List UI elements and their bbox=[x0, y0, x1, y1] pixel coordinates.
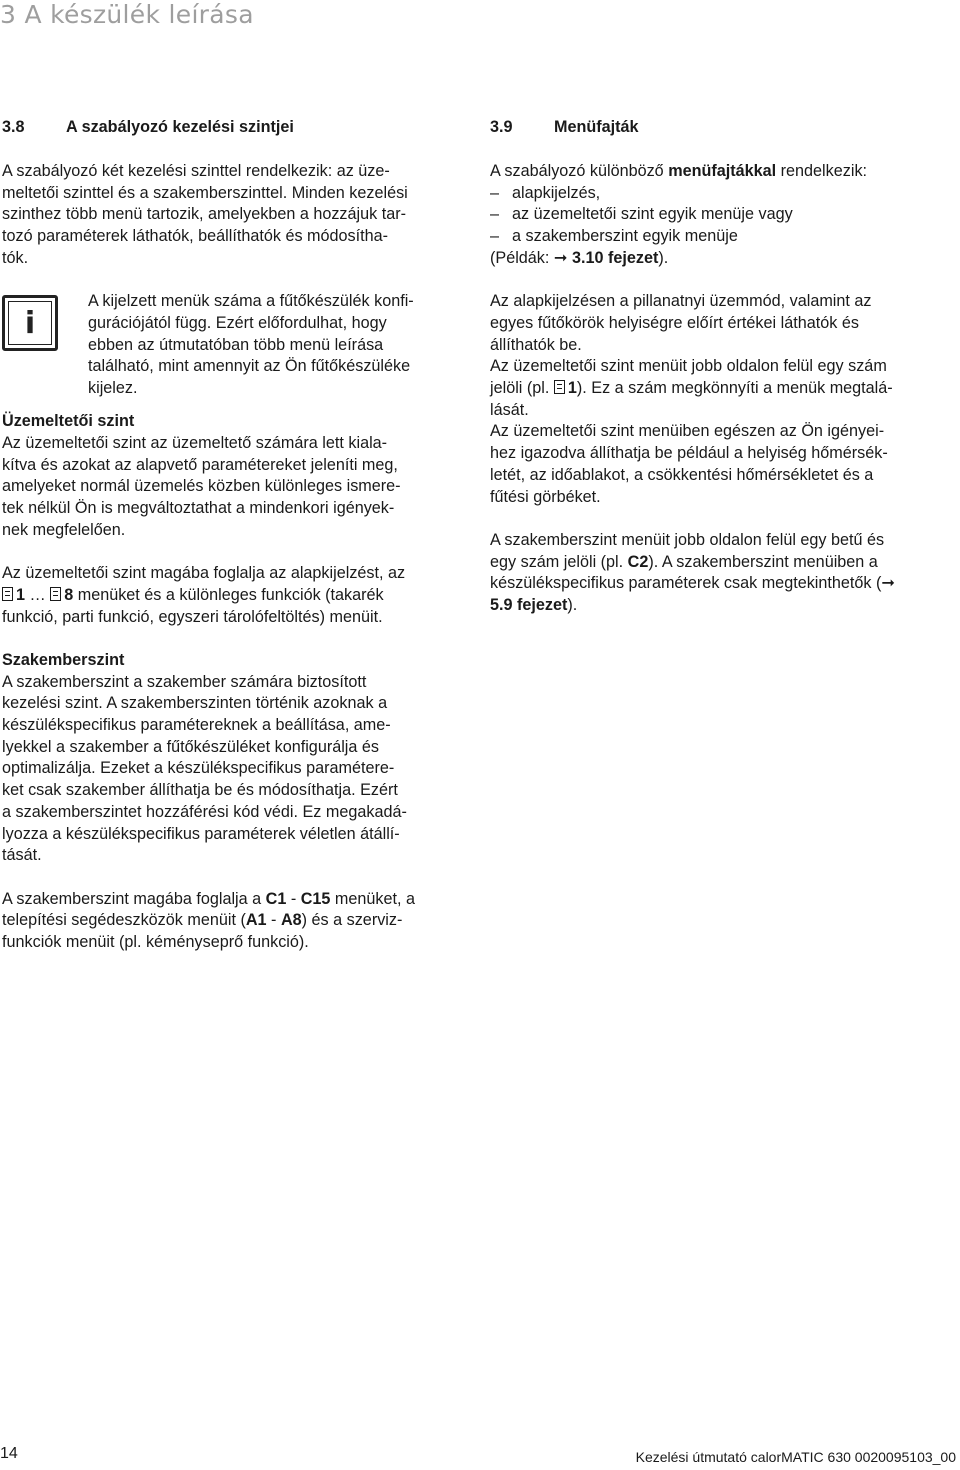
menu-icon bbox=[554, 380, 565, 394]
info-note bbox=[2, 291, 472, 401]
menu-icon bbox=[2, 587, 13, 601]
operator-menus-paragraph: Az üzemeltetői szint menüit jobb oldalon felül egy szám jelöli (pl. 1). Ez a szám megkönnyíti a menük megtalá- lását. bbox=[490, 357, 893, 419]
basic-display-paragraph: Az alapkijelzésen a pillanatnyi üzemmód, valamint az egyes fűtőkörök helyiségre előírt értékei láthatók és állíthatók be. bbox=[490, 292, 872, 354]
section-heading-3-8 bbox=[2, 117, 472, 161]
section-title: A szabályozó kezelési szintjei bbox=[66, 118, 294, 136]
list-item: – az üzemeltetői szint egyik menüje vagy bbox=[490, 204, 960, 226]
expert-level-section: Szakemberszint A szakemberszint a szakember számára biztosított kezelési szint. A szakemberszinten történik azoknak a készülékspecifikus paramétereknek a beállítása, ame- lyekkel a szakember a fűtőkészüléket konfigurálja és optimalizálja. Ezeket a készülékspecifikus paramétere- ket csak szakember állíthatja be és módosíthatja. Ezért a szakemberszintet hozzáférési kód védi. Ez megakadá- lyozza a készülékspecifikus paraméterek véletlen átállí- tását. bbox=[2, 650, 407, 865]
operator-level-title: Üzemeltetői szint bbox=[2, 412, 135, 431]
operator-level-section: Üzemeltetői szint Az üzemeltetői szint az üzemeltető számára lett kiala- kítva és azokat az alapvető paramétereket jeleníti meg, amelyeket normál üzemelés közben különleges ismere- tek nélkül Ön is megváltoztathat a mindenkori igények- nek megfelelően. bbox=[2, 412, 401, 539]
menu-types-intro: A szabályozó különböző menüfajtákkal rendelkezik: bbox=[490, 162, 868, 180]
info-icon: i bbox=[2, 295, 58, 351]
menu-icon bbox=[50, 587, 61, 601]
expert-menus-paragraph: A szakemberszint menüit jobb oldalon felül egy betű és egy szám jelöli (pl. C2). A szakemberszint menüiben a készülékspecifikus paraméterek csak megtekinthetők (➞ 5.9 fejezet). bbox=[490, 530, 895, 615]
left-column bbox=[2, 117, 472, 954]
menu-types-list bbox=[490, 183, 960, 248]
document-reference: Kezelési útmutató calorMATIC 630 0020095103_00 bbox=[635, 1449, 956, 1465]
chapter-reference-link[interactable]: 5.9 fejezet bbox=[490, 596, 568, 615]
right-column bbox=[490, 117, 960, 617]
chapter-reference-link[interactable]: 3.10 fejezet bbox=[571, 248, 659, 267]
operator-scope-paragraph: Az üzemeltetői szint magába foglalja az alapkijelzést, az 1 … 8 menüket és a különleges funkciók (takarék funkció, parti funkció, egyszeri tárolófeltöltés) menüit. bbox=[2, 564, 406, 626]
expert-scope-paragraph: A szakemberszint magába foglalja a C1 - C15 menüket, a telepítési segédeszközök menüit (A1 - A8) és a szerviz- funkciók menüit (pl. kéményseprő funkció). bbox=[2, 889, 416, 952]
info-note-text: A kijelzett menük száma a fűtőkészülék konfi- gurációjától függ. Ezért előfordulhat, hogy ebben az útmutatóban több menü leírása található, mint amennyit az Ön fűtőkészüléke kijelez. bbox=[88, 292, 414, 398]
arrow-right-icon: ➞ bbox=[881, 574, 895, 593]
section-number: 3.9 bbox=[490, 118, 513, 136]
arrow-right-icon: ➞ bbox=[553, 248, 568, 267]
operator-settings-paragraph: Az üzemeltetői szint menüiben egészen az Ön igényei- hez igazodva állíthatja be például a helyiség hőmérsék- letét, az időablakot, a csökkentési hőmérsékletet és a fűtési görbéket. bbox=[490, 422, 888, 506]
chapter-title: 3 A készülék leírása bbox=[0, 0, 254, 29]
list-item: – a szakemberszint egyik menüje bbox=[490, 226, 960, 248]
section-title: Menüfajták bbox=[554, 118, 639, 136]
page-number: 14 bbox=[0, 1445, 18, 1462]
examples-reference: (Példák: ➞ 3.10 fejezet). bbox=[490, 248, 669, 267]
list-item: – alapkijelzés, bbox=[490, 183, 960, 205]
section-number: 3.8 bbox=[2, 118, 25, 136]
section-heading-3-9 bbox=[490, 117, 960, 161]
intro-paragraph: A szabályozó két kezelési szinttel rendelkezik: az üze- meltetői szinttel és a szakemberszinttel. Minden kezelési szinthez több menü tartozik, amelyekben a hozzájuk tar- tozó paraméterek láthatók, beállíthatók és módosítha- tók. bbox=[2, 162, 408, 267]
expert-level-title: Szakemberszint bbox=[2, 650, 125, 669]
